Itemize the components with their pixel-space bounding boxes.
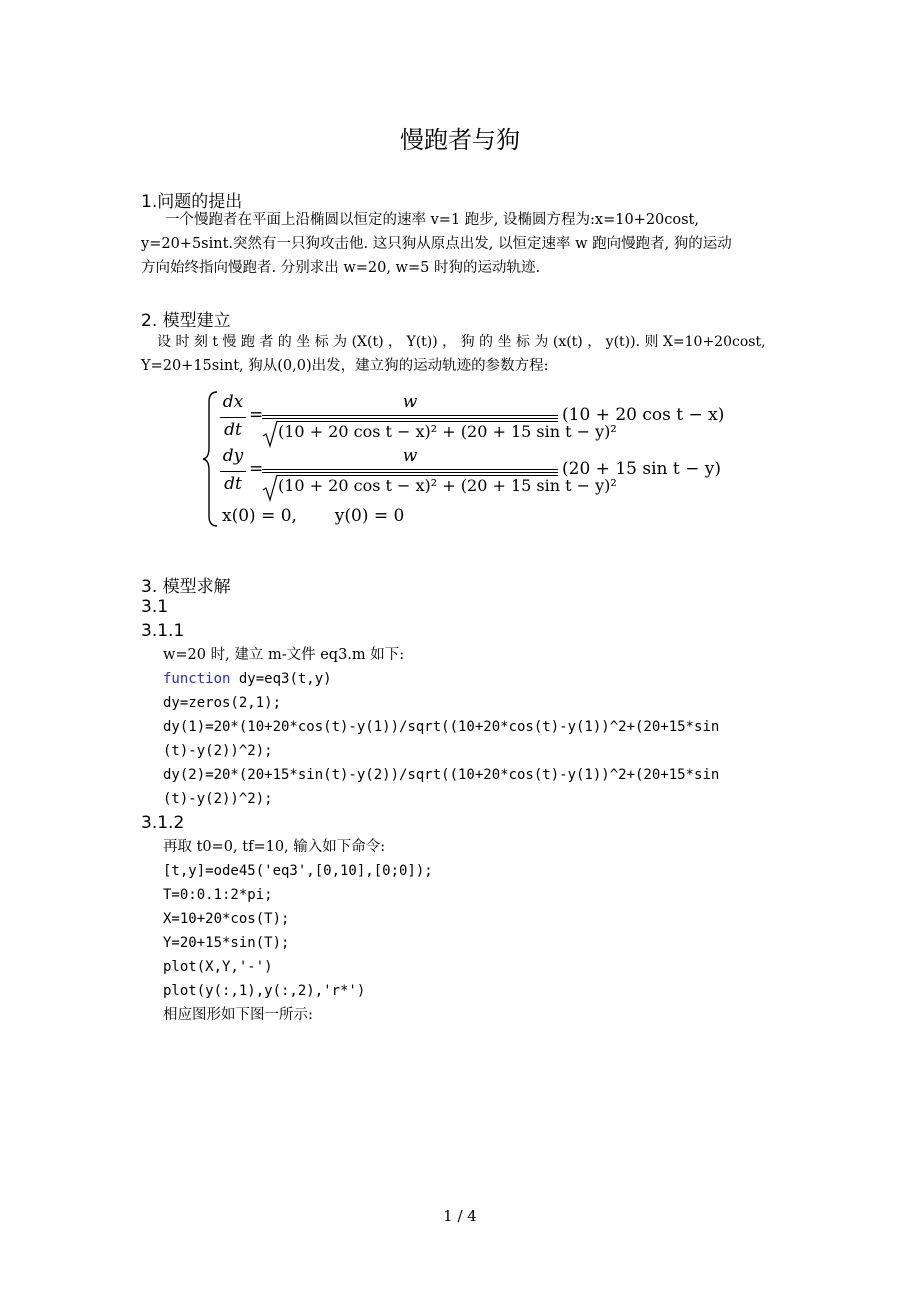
fraction-bar <box>262 469 558 473</box>
page-number: 1 / 4 <box>443 1207 477 1225</box>
section-1-line-2: y=20+5sint.突然有一只狗攻击他. 这只狗从原点出发, 以恒定速率 w 跑向慢跑者, 狗的运动 <box>141 236 732 252</box>
sqrt-sign <box>262 474 278 502</box>
section-3-heading: 3. 模型求解 <box>141 577 231 597</box>
fraction-bar <box>262 415 558 419</box>
left-brace <box>200 388 220 530</box>
dt-denominator: dt <box>224 474 242 494</box>
code-line: Y=20+15*sin(T); <box>163 935 290 951</box>
keyword-function: function <box>163 671 231 687</box>
w-numerator: w <box>402 446 418 466</box>
intro-text-1: w=20 时, 建立 m-文件 eq3.m 如下: <box>163 647 405 663</box>
dy-numerator: dy <box>222 446 244 466</box>
dx-numerator: dx <box>222 392 244 412</box>
section-1-line-1: 一个慢跑者在平面上沿椭圆以恒定的速率 v=1 跑步, 设椭圆方程为:x=10+20cost, <box>165 212 699 228</box>
fraction-bar <box>220 471 246 472</box>
code-line: plot(X,Y,'-') <box>163 959 273 975</box>
section-1-heading: 1.问题的提出 <box>141 192 243 212</box>
dt-denominator: dt <box>224 420 242 440</box>
equation-system <box>200 388 725 530</box>
code-line: [t,y]=ode45('eq3',[0,10],[0;0]); <box>163 863 433 879</box>
subsection-3-1-2: 3.1.2 <box>141 813 185 833</box>
sqrt-body: (10 + 20 cos t − x)² + (20 + 15 sin t − y)² <box>278 422 617 441</box>
code-line: dy=zeros(2,1); <box>163 695 282 711</box>
code-line: (t)-y(2))^2); <box>163 743 273 759</box>
code-line: T=0:0.1:2*pi; <box>163 887 273 903</box>
section-2-line-1: 设 时 刻 t 慢 跑 者 的 坐 标 为 (X(t) ， Y(t)) ， 狗 的 坐 标 为 (x(t) ， y(t)). 则 X=10+20cost, <box>157 334 766 350</box>
code-line: dy(2)=20*(20+15*sin(t)-y(2))/sqrt((10+20*cos(t)-y(1))^2+(20+15*sin <box>163 767 720 783</box>
code-line: dy(1)=20*(10+20*cos(t)-y(1))/sqrt((10+20*cos(t)-y(1))^2+(20+15*sin <box>163 719 720 735</box>
rhs-term-1: (10 + 20 cos t − x) <box>562 405 725 425</box>
code-line: plot(y(:,1),y(:,2),'r*') <box>163 983 366 999</box>
page-title: 慢跑者与狗 <box>400 126 520 154</box>
section-1-line-3: 方向始终指向慢跑者. 分别求出 w=20, w=5 时狗的运动轨迹. <box>141 260 541 276</box>
section-2-line-2: Y=20+15sint, 狗从(0,0)出发，建立狗的运动轨迹的参数方程: <box>141 358 549 374</box>
equals-sign: = <box>249 459 264 479</box>
section-2-heading: 2. 模型建立 <box>141 311 231 331</box>
w-numerator: w <box>402 392 418 412</box>
sqrt-body: (10 + 20 cos t − x)² + (20 + 15 sin t − y)² <box>278 476 617 495</box>
sqrt-sign <box>262 420 278 448</box>
fraction-bar <box>220 417 246 418</box>
initial-conditions: x(0) = 0, y(0) = 0 <box>222 506 405 526</box>
outro-text: 相应图形如下图一所示: <box>163 1007 313 1023</box>
subsection-3-1: 3.1 <box>141 597 169 617</box>
code-line: function dy=eq3(t,y) <box>163 671 332 687</box>
code-line: X=10+20*cos(T); <box>163 911 290 927</box>
subsection-3-1-1: 3.1.1 <box>141 621 185 641</box>
intro-text-2: 再取 t0=0, tf=10, 输入如下命令: <box>163 839 386 855</box>
code-line: (t)-y(2))^2); <box>163 791 273 807</box>
equals-sign: = <box>249 405 264 425</box>
rhs-term-2: (20 + 15 sin t − y) <box>562 459 721 479</box>
